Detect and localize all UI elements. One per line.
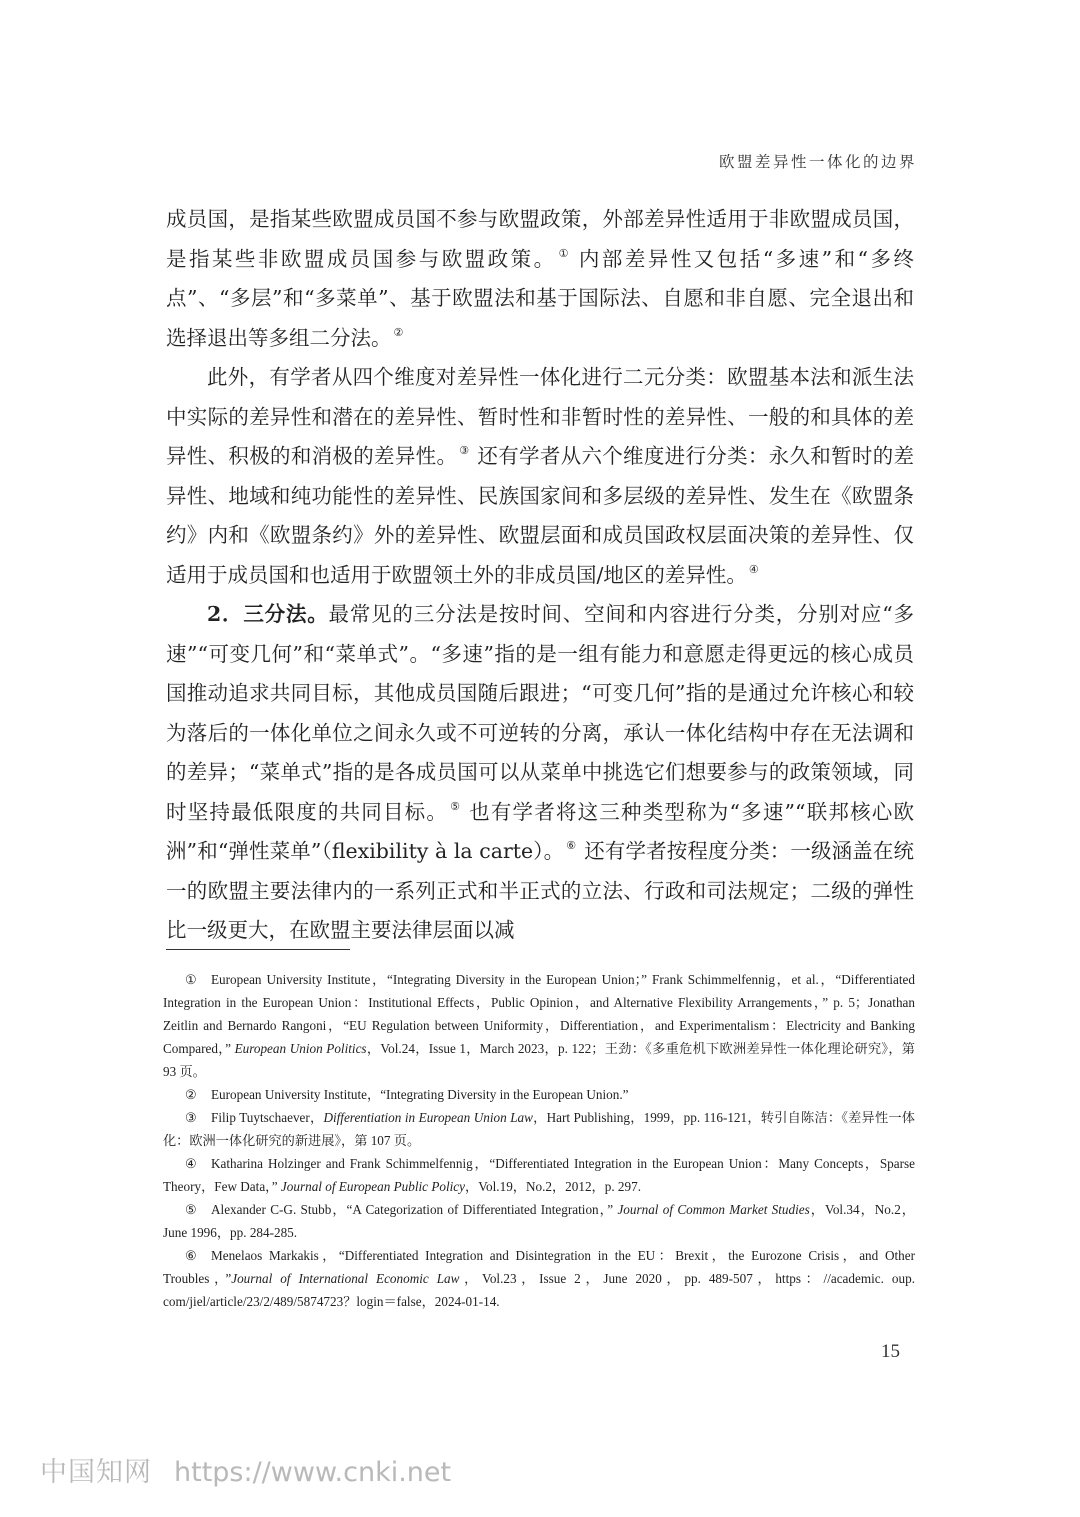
paragraph: [166, 358, 914, 595]
footnote-text: Alexander C-G. Stubb，“A Categorization of Differentiated Integration，”: [211, 1202, 618, 1217]
footnote-text: Menelaos Markakis，“Differentiated Integration and Disintegration in the EU：Brexit，the Eurozone Crisis，and Other Troubles，”: [163, 1248, 915, 1286]
paragraph-text: 成员国，是指某些欧盟成员国不参与欧盟政策，外部差异性适用于非欧盟成员国，是指某些非欧盟成员国参与欧盟政策。: [166, 207, 914, 271]
paragraph: [166, 200, 914, 358]
footnote: [163, 1083, 915, 1106]
footnote-ref[interactable]: ⑥: [566, 839, 577, 852]
footnote-text: ，Vol.19，No.2，2012，p. 297.: [465, 1179, 641, 1194]
footnote: [163, 968, 915, 1083]
footnote-number: ②: [185, 1087, 197, 1102]
footnote-ref[interactable]: ②: [393, 325, 404, 339]
page-number: 15: [881, 1341, 900, 1362]
running-head: 欧盟差异性一体化的边界: [718, 153, 917, 171]
footnote: [163, 1106, 915, 1152]
paragraph-text: 还有学者按程度分类：一级涵盖在统一的欧盟主要法律内的一系列正式和半正式的立法、行政和司法规定；二级的弹性比一级更大，在欧盟主要法律层面以减: [166, 839, 914, 942]
paragraph-text: 此外，有学者从四个维度对差异性一体化进行二元分类：欧盟基本法和派生法中实际的差异性和潜在的差异性、暂时性和非暂时性的差异性、一般的和具体的差异性、积极的和消极的差异性。: [166, 365, 914, 468]
footnote-text: ，Vol.34，No.2，June 1996，pp. 284-285.: [163, 1202, 915, 1240]
footnote-text: European University Institute，“Integrating Diversity in the European Union.”: [211, 1087, 629, 1102]
footnote-ref[interactable]: ③: [459, 444, 470, 457]
watermark-url[interactable]: https://www.cnki.net: [174, 1457, 452, 1488]
footnote-number: ③: [185, 1110, 197, 1125]
footnote-title: Journal of Common Market Studies: [617, 1202, 810, 1217]
footnote-title: Journal of European Public Policy: [280, 1179, 466, 1194]
footnote-title: European Union Politics: [234, 1041, 367, 1056]
cnki-watermark: [40, 1450, 451, 1489]
footnote-text: ，Hart Publishing，1999，pp. 116-121，转引自陈洁：《差异性一体化：欧洲一体化研究的新进展》，第 107 页。: [163, 1110, 915, 1148]
footnote-ref[interactable]: ④: [748, 562, 759, 576]
footnote-text: Katharina Holzinger and Frank Schimmelfennig，“Differentiated Integration in the European Union：Many Concepts，Sparse Theory，Few Data，”: [163, 1156, 915, 1194]
paragraph-text: 还有学者从六个维度进行分类：永久和暂时的差异性、地域和纯功能性的差异性、民族国家间和多层级的差异性、发生在《欧盟条约》内和《欧盟条约》外的差异性、欧盟层面和成员国政权层面决策的差异性、仅适用于成员国和也适用于欧盟领土外的非成员国/地区的差异性。: [166, 444, 914, 587]
body-text: [166, 200, 914, 951]
footnote-text: ，Vol.24，Issue 1，March 2023，p. 122；王劲：《多重危机下欧洲差异性一体化理论研究》，第 93 页。: [163, 1041, 915, 1079]
footnote-text: ，Vol.23，Issue 2，June 2020，pp. 489-507，https：//academic. oup. com/jiel/article/23/2/489/5874723？login＝false，2024-01-14.: [163, 1271, 915, 1309]
footnote: [163, 1244, 915, 1313]
footnote-number: ④: [185, 1156, 197, 1171]
footnote-number: ⑥: [185, 1248, 197, 1263]
watermark-brand: 中国知网: [40, 1457, 152, 1488]
paragraph-text: 内部差异性又包括“多速”和“多终点”、“多层”和“多菜单”、基于欧盟法和基于国际法、自愿和非自愿、完全退出和选择退出等多组二分法。: [166, 246, 914, 350]
footnote: [163, 1198, 915, 1244]
footnotes: [163, 968, 915, 1313]
footnote-title: Differentiation in European Union Law: [323, 1110, 533, 1125]
footnote-number: ①: [185, 972, 197, 987]
section-heading: 2．三分法。: [207, 602, 329, 626]
paragraph: [166, 595, 914, 951]
footnote: [163, 1152, 915, 1198]
paragraph-text: 也有学者将这三种类型称为“多速”“联邦核心欧洲”和“弹性菜单”（flexibility à la carte）。: [166, 799, 914, 863]
footnote-ref[interactable]: ①: [558, 246, 571, 260]
footnote-number: ⑤: [185, 1202, 197, 1217]
paragraph-text: 最常见的三分法是按时间、空间和内容进行分类，分别对应“多速”“可变几何”和“菜单式”。“多速”指的是一组有能力和意愿走得更远的核心成员国推动追求共同目标，其他成员国随后跟进；“可变几何”指的是通过允许核心和较为落后的一体化单位之间永久或不可逆转的分离，承认一体化结构中存在无法调和的差异；“菜单式”指的是各成员国可以从菜单中挑选它们想要参与的政策领域，同时坚持最低限度的共同目标。: [166, 602, 915, 824]
footnote-title: Journal of International Economic Law: [231, 1271, 460, 1286]
footnote-text: Filip Tuytschaever，: [211, 1110, 324, 1125]
footnote-divider: [166, 949, 350, 950]
footnote-text: European University Institute，“Integrating Diversity in the European Union；” Frank Schimmelfennig，et al.，“Differentiated Integration in the European Union：Institutional Effects，Public Opinion，and Alternative Flexibility Arrangements，” p. 5；Jonathan Zeitlin and Bernardo Rangoni，“EU Regulation between Uniformity，Differentiation，and Experimentalism：Electricity and Banking Compared，”: [163, 972, 915, 1056]
footnote-ref[interactable]: ⑤: [450, 799, 462, 813]
